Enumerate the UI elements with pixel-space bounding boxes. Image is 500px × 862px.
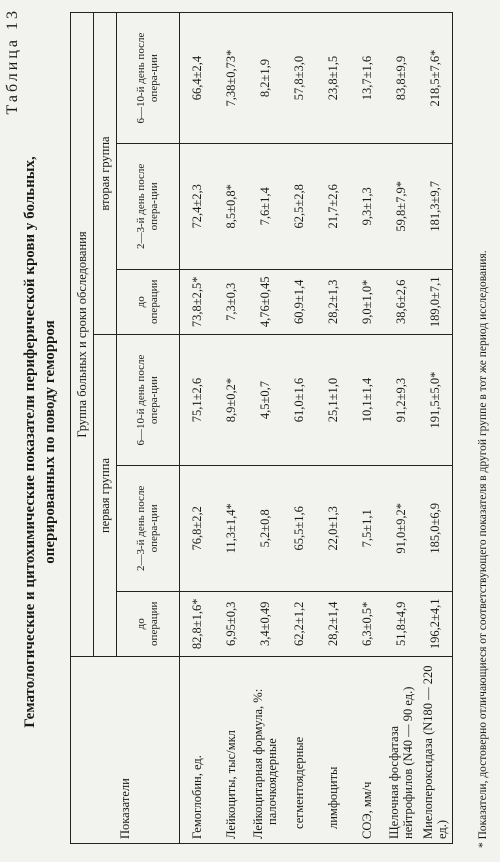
table-cell: 28,2±1,4 [316, 591, 350, 656]
table-cell: 21,7±2,6 [316, 144, 350, 269]
table-cell: 91,2±9,3 [384, 335, 418, 466]
table-cell: 51,8±4,9 [384, 591, 418, 656]
row-label-alk-phos: Щелочная фосфатаза нейтрофилов (N40 — 90 ед.) [384, 657, 418, 844]
table-row [418, 13, 453, 844]
table-cell: 83,8±9,9 [384, 13, 418, 144]
table-cell: 65,5±1,6 [282, 466, 316, 591]
table-number: Таблица 13 [4, 8, 21, 115]
g1-before-header: до операции [117, 591, 180, 656]
table-cell: 7,38±0,73* [214, 13, 248, 144]
table-cell: 181,3±9,7 [418, 144, 453, 269]
row-label-band: палочкоядерные [265, 738, 279, 825]
table-cell: 185,0±6,9 [418, 466, 453, 591]
table-cell: 91,0±9,2* [384, 466, 418, 591]
table-cell: 73,8±2,5* [180, 269, 215, 334]
footnote: * Показатели, достоверно отличающиеся от соответствующего показателя в другой группе в тот же период исследования. [477, 250, 489, 848]
table-cell: 4,76±0,45 [248, 269, 282, 334]
table-cell: 189,0±7,1 [418, 269, 453, 334]
table-cell: 59,8±7,9* [384, 144, 418, 269]
group-header: Группа больных и сроки обследования [71, 13, 94, 657]
table-row [282, 13, 316, 844]
table-row [248, 13, 282, 844]
table-cell: 38,6±2,6 [384, 269, 418, 334]
table-cell: 218,5±7,6* [418, 13, 453, 144]
table-row [180, 13, 215, 844]
row-label-lymphocytes: лимфоциты [316, 657, 350, 844]
table-cell: 60,9±1,4 [282, 269, 316, 334]
table-cell: 25,1±1,0 [316, 335, 350, 466]
data-table [70, 12, 453, 844]
table-cell: 8,2±1,9 [248, 13, 282, 144]
table-cell: 72,4±2,3 [180, 144, 215, 269]
g2-before-header: до операции [117, 269, 180, 334]
table-cell: 6,95±0,3 [214, 591, 248, 656]
table-cell: 4,5±0,7 [248, 335, 282, 466]
table-cell: 9,0±1,0* [350, 269, 384, 334]
table-cell: 13,7±1,6 [350, 13, 384, 144]
table-cell: 7,6±1,4 [248, 144, 282, 269]
g1-day6-10-header: 6—10-й день после опера-ции [117, 335, 180, 466]
table-cell: 9,3±1,3 [350, 144, 384, 269]
title-line-1: Гематологические и цитохимические показатели периферической крови у больных, [22, 156, 38, 728]
g1-day2-3-header: 2—3-й день после опера-ции [117, 466, 180, 591]
table-row [316, 13, 350, 844]
title-line-2: оперированных по поводу геморроя [42, 320, 58, 564]
group2-header: вторая группа [94, 13, 117, 335]
g2-day6-10-header: 6—10-й день после опера-ции [117, 13, 180, 144]
table-cell: 3,4±0,49 [248, 591, 282, 656]
row-label-segmented: сегментоядерные [282, 657, 316, 844]
table-row [384, 13, 418, 844]
table-cell: 10,1±1,4 [350, 335, 384, 466]
table-cell: 8,5±0,8* [214, 144, 248, 269]
table-cell: 8,9±0,2* [214, 335, 248, 466]
table-cell: 7,3±0,3 [214, 269, 248, 334]
table-cell: 11,3±1,4* [214, 466, 248, 591]
table-cell: 62,2±1,2 [282, 591, 316, 656]
table-row [214, 13, 248, 844]
table-cell: 57,8±3,0 [282, 13, 316, 144]
indicators-header: Показатели [71, 657, 180, 844]
row-label-leukocytes: Лейкоциты, тыс/мкл [214, 657, 248, 844]
table-cell: 76,8±2,2 [180, 466, 215, 591]
table-title [20, 132, 60, 752]
row-label-formula: Лейкоцитарная формула, %: [251, 688, 265, 839]
table-cell: 196,2±4,1 [418, 591, 453, 656]
table-row [350, 13, 384, 844]
table-cell: 82,8±1,6* [180, 591, 215, 656]
table-cell: 6,3±0,5* [350, 591, 384, 656]
table-cell: 61,0±1,6 [282, 335, 316, 466]
row-label-mpo: Миелопероксидаза (N180 — 220 ед.) [418, 657, 453, 844]
row-label-esr: СОЭ, мм/ч [350, 657, 384, 844]
table-cell: 62,5±2,8 [282, 144, 316, 269]
table-cell: 7,5±1,1 [350, 466, 384, 591]
group1-header: первая группа [94, 335, 117, 657]
row-label-hemoglobin: Гемоглобин, ед. [180, 657, 215, 844]
table-cell: 28,2±1,3 [316, 269, 350, 334]
table-cell: 23,8±1,5 [316, 13, 350, 144]
table-cell: 75,1±2,6 [180, 335, 215, 466]
table-cell: 66,4±2,4 [180, 13, 215, 144]
table-cell: 22,0±1,3 [316, 466, 350, 591]
table-cell: 191,5±5,0* [418, 335, 453, 466]
g2-day2-3-header: 2—3-й день после опера-ции [117, 144, 180, 269]
table-cell: 5,2±0,8 [248, 466, 282, 591]
